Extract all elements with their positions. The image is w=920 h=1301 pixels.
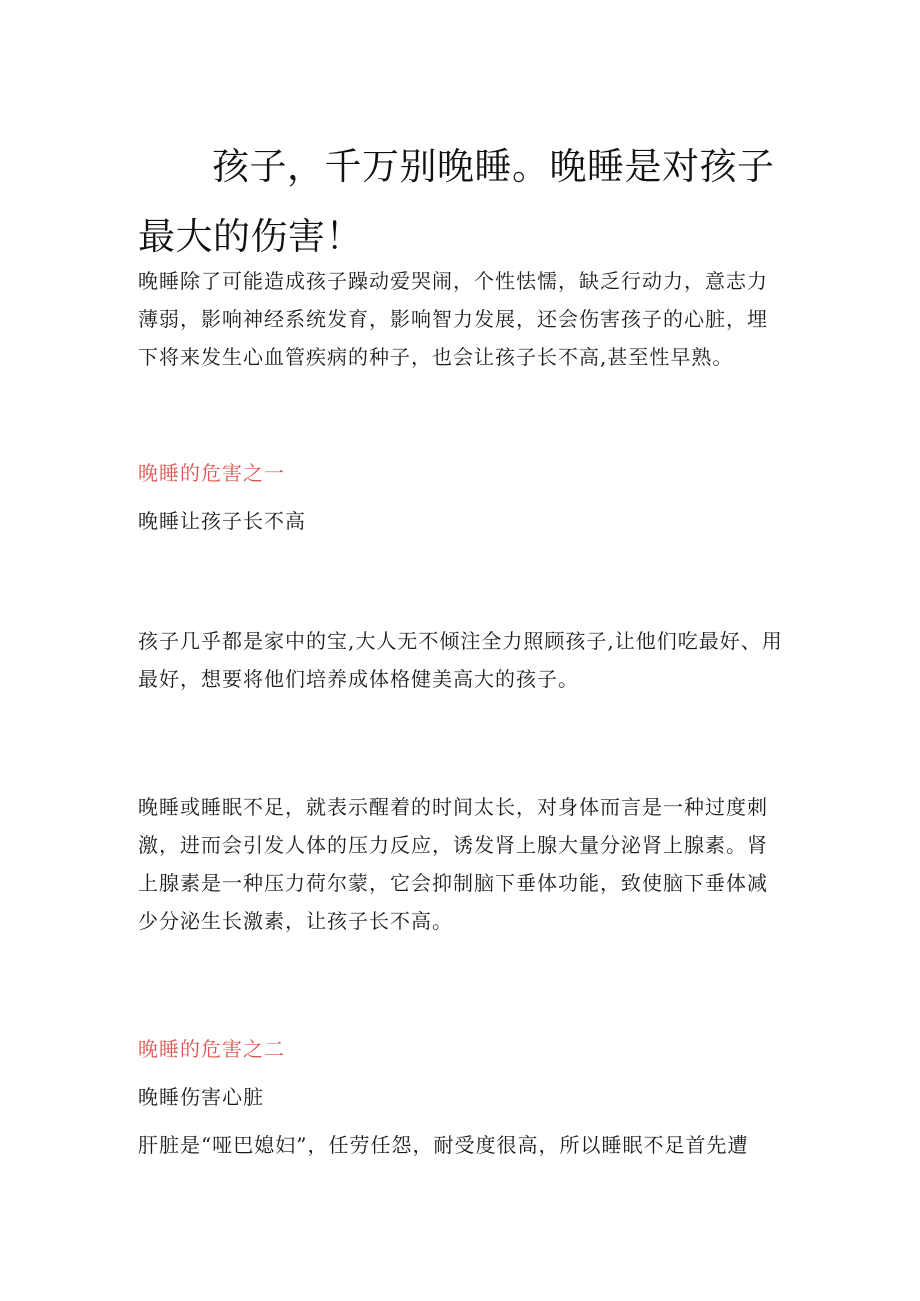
- section-2-label: 晚睡的危害之二: [138, 1037, 285, 1061]
- section-1-subtitle: 晚睡让孩子长不高: [138, 509, 306, 533]
- intro-paragraph: 晚睡除了可能造成孩子躁动爱哭闹，个性怯懦，缺乏行动力，意志力薄弱，影响神经系统发育，影响智力发展，还会伤害孩子的心脏，埋下将来发生心血管疾病的种子，也会让孩子长不高,甚至性早熟。: [138, 269, 768, 369]
- section-2-paragraph-1: 肝脏是“哑巴媳妇”，任劳任怨，耐受度很高，所以睡眠不足首先遭: [138, 1133, 749, 1157]
- section-1-paragraph-2: 晚睡或睡眠不足，就表示醒着的时间太长，对身体而言是一种过度刺激，进而会引发人体的压力反应，诱发肾上腺大量分泌肾上腺素。肾上腺素是一种压力荷尔蒙，它会抑制脑下垂体功能，致使脑下垂体减少分泌生长激素，让孩子长不高。: [138, 795, 768, 933]
- section-1-label: 晚睡的危害之一: [138, 461, 285, 485]
- section-2-subtitle: 晚睡伤害心脏: [138, 1085, 264, 1109]
- article-title: 孩子，千万别晚睡。晚睡是对孩子最大的伤害！: [138, 145, 775, 258]
- section-1-paragraph-1: 孩子几乎都是家中的宝,大人无不倾注全力照顾孩子,让他们吃最好、用最好，想要将他们培养成体格健美高大的孩子。: [138, 629, 783, 691]
